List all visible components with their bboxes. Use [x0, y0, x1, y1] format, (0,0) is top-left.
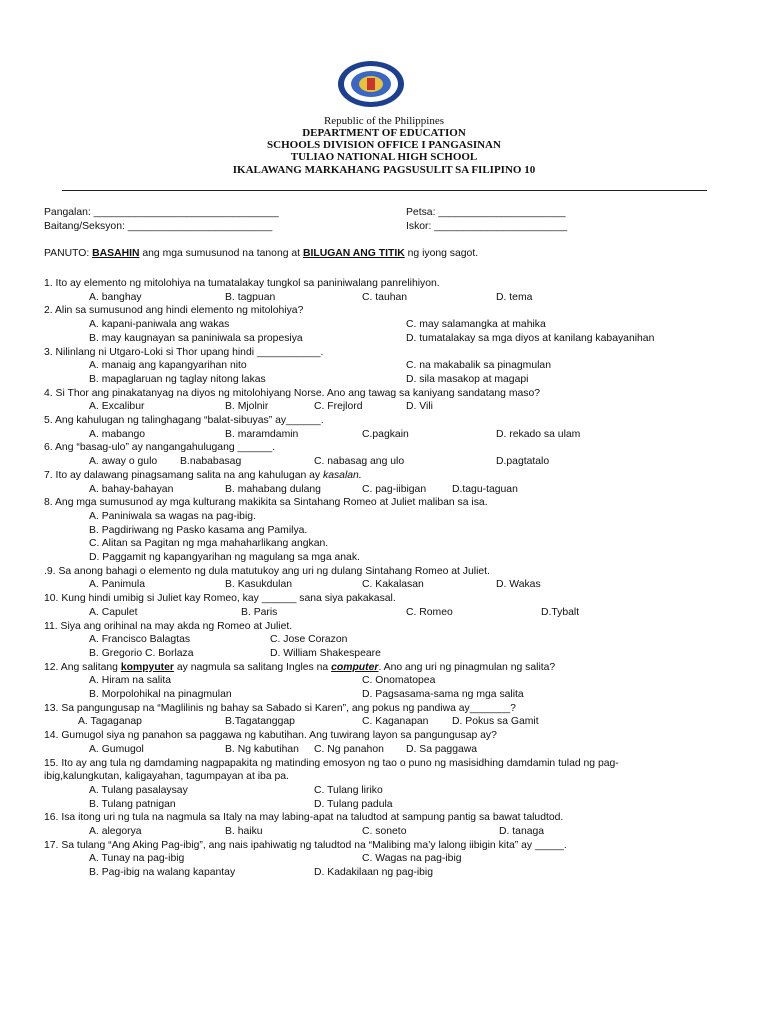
answer-choice[interactable]: A. Tagaganap: [78, 716, 142, 728]
panuto-bilugan: BILUGAN ANG TITIK: [302, 248, 405, 259]
answer-choice[interactable]: B. haiku: [225, 826, 263, 837]
question-text-part: . Ano ang uri ng pinagmulan ng salita?: [378, 661, 556, 673]
answer-choice[interactable]: B. Gregorio C. Borlaza: [89, 647, 194, 659]
school-title: TULIAO NATIONAL HIGH SCHOOL: [290, 151, 478, 163]
answer-choice[interactable]: D. Vili: [406, 401, 433, 413]
question-text-part: kompyuter: [120, 661, 174, 673]
panuto-instructions: [44, 248, 478, 260]
answer-choice[interactable]: C. may salamangka at mahika: [406, 319, 546, 331]
question-stem: 2. Alin sa sumusunod ang hindi elemento ng mitolohiya?: [44, 305, 304, 317]
question-text: [44, 305, 303, 317]
answer-choice[interactable]: C. Kakalasan: [362, 579, 424, 591]
question-stem: 4. Si Thor ang pinakatanyag na diyos ng mitolohiyang Norse. Ano ang tawag sa kaniyang sandatang maso?: [44, 387, 541, 399]
answer-choice[interactable]: C. Alitan sa Pagitan ng mga mahaharlikang angkan.: [89, 538, 329, 550]
answer-choice[interactable]: B. Tulang patnigan: [89, 798, 176, 810]
question-stem: 16. Isa itong uri ng tula na nagmula sa Italy na may labing-apat na taludtod at sampung pantig sa bawat taludtod.: [44, 812, 564, 824]
answer-choice[interactable]: D. William Shakespeare: [270, 647, 381, 659]
question-stem: 11. Siya ang orihinal na may akda ng Romeo at Juliet.: [44, 620, 293, 632]
pangalan-field[interactable]: Pangalan: ________________________________: [44, 207, 279, 218]
answer-choice[interactable]: B. may kaugnayan sa paniniwala sa propesiya: [89, 332, 303, 344]
division-title: SCHOOLS DIVISION OFFICE I PANGASINAN: [267, 139, 501, 151]
answer-choice[interactable]: A. Paniniwala sa wagas na pag-ibig.: [89, 510, 256, 522]
question-text: [44, 278, 440, 290]
answer-choice[interactable]: A. Excalibur: [89, 401, 145, 413]
answer-choice[interactable]: D. tanaga: [499, 826, 545, 837]
answer-choice[interactable]: C. Kaganapan: [362, 716, 429, 728]
answer-choice[interactable]: A. mabango: [89, 428, 146, 440]
question-text: [44, 758, 619, 770]
question-text: [44, 442, 275, 454]
answer-choice[interactable]: D. Wakas: [496, 579, 541, 591]
answer-choice[interactable]: A. Capulet: [89, 606, 138, 618]
answer-choice[interactable]: B. Ng kabutihan: [225, 743, 299, 755]
answer-choice[interactable]: A. alegorya: [89, 826, 142, 837]
answer-choice[interactable]: D. Pagsasama-sama ng mga salita: [362, 689, 524, 700]
question-text: [44, 593, 396, 605]
baitang-field[interactable]: Baitang/Seksyon: _________________________: [44, 221, 273, 232]
question-stem: 1. Ito ay elemento ng mitolohiya na tumatalakay tungkol sa paniniwalang panrelihiyon.: [44, 278, 440, 289]
deped-seal-logo: [337, 60, 405, 108]
answer-choice[interactable]: D. Tulang padula: [314, 798, 393, 810]
answer-choice[interactable]: D. sila masakop at magapi: [406, 373, 529, 385]
question-text: [44, 388, 540, 400]
answer-choice[interactable]: C. Wagas na pag-ibig: [362, 853, 462, 865]
question-stem: 7. Ito ay dalawang pinagsamang salita na ang kahulugan ay: [44, 469, 324, 481]
answer-choice[interactable]: B. Pagdiriwang ng Pasko kasama ang Pamilya.: [89, 524, 308, 536]
answer-choice[interactable]: B. tagpuan: [225, 291, 276, 303]
question-text: [44, 497, 488, 509]
answer-choice[interactable]: C. Ng panahon: [314, 743, 384, 755]
answer-choice[interactable]: C. tauhan: [362, 291, 408, 303]
answer-choice[interactable]: C. na makabalik sa pinagmulan: [406, 360, 551, 372]
question-text: [44, 840, 567, 852]
question-italic-term: kasalan.: [323, 469, 362, 481]
panuto-end: ng iyong sagot.: [404, 248, 479, 259]
answer-choice[interactable]: D. tumatalakay sa mga diyos at kanilang kabayanihan: [406, 332, 655, 344]
answer-choice[interactable]: C. pag-iibigan: [362, 483, 427, 495]
question-text: [44, 415, 324, 427]
question-text: [44, 566, 490, 578]
panuto-mid: ang mga sumusunod na tanong at: [139, 248, 303, 259]
answer-choice[interactable]: C. soneto: [362, 826, 407, 837]
answer-choice[interactable]: D. Pokus sa Gamit: [452, 716, 539, 728]
question-stem: 3. Nilinlang ni Utgaro-Loki si Thor upang hindi ___________.: [44, 346, 324, 358]
answer-choice[interactable]: D. rekado sa ulam: [496, 428, 581, 440]
answer-choice[interactable]: B. Paris: [241, 606, 278, 618]
answer-choice[interactable]: B.Tagatanggap: [225, 716, 295, 728]
answer-choice[interactable]: A. Hiram na salita: [89, 675, 171, 687]
question-text-part: ay nagmula sa salitang Ingles na: [173, 661, 332, 673]
question-text: [44, 347, 323, 359]
answer-choice[interactable]: B.nababasag: [180, 456, 242, 468]
question-stem: 15. Ito ay ang tula ng damdaming nagpapakita ng matinding emosyon ng tao o puno ng masisidhing damdamin tulad ng pag-: [44, 757, 619, 769]
answer-choice[interactable]: D. Paggamit ng kapangyarihan ng magulang sa mga anak.: [89, 552, 360, 563]
answer-choice[interactable]: C. Jose Corazon: [270, 634, 348, 646]
question-text-part: 12. Ang salitang: [44, 661, 121, 673]
republic-line: Republic of the Philippines: [323, 115, 445, 127]
iskor-field[interactable]: Iskor: _______________________: [406, 221, 568, 232]
question-stem: .9. Sa anong bahagi o elemento ng dula matutukoy ang uri ng dulang Sintahang Romeo at Juliet.: [44, 565, 490, 577]
question-text-part: computer: [331, 661, 379, 673]
answer-choice[interactable]: A. Tunay na pag-ibig: [89, 853, 185, 865]
question-stem: 6. Ang “basag-ulo” ay nangangahulugang ______.: [44, 442, 276, 454]
answer-choice[interactable]: C.pagkain: [362, 428, 409, 440]
header-divider: [62, 190, 707, 191]
answer-choice[interactable]: D. Sa paggawa: [406, 743, 478, 755]
question-stem: 17. Sa tulang “Ang Aking Pag-ibig”, ang nais ipahiwatig ng taludtod na “Malibing ma’y lalong iibigin kita” ay _____.: [44, 839, 567, 851]
answer-choice[interactable]: A. Francisco Balagtas: [89, 634, 191, 646]
answer-choice[interactable]: C. Onomatopea: [362, 675, 436, 687]
answer-choice[interactable]: A. Panimula: [89, 579, 146, 591]
answer-choice[interactable]: A. Gumugol: [89, 743, 144, 755]
question-text: [44, 470, 362, 482]
answer-choice[interactable]: C. Frejlord: [314, 401, 363, 413]
panuto-label: PANUTO:: [44, 248, 93, 259]
answer-choice[interactable]: B. Kasukdulan: [225, 579, 293, 591]
answer-choice[interactable]: D. tema: [496, 291, 533, 303]
answer-choice[interactable]: A. banghay: [89, 291, 142, 303]
answer-choice[interactable]: D.tagu-taguan: [452, 483, 518, 495]
question-stem: 13. Sa pangungusap na “Maglilinis ng bahay sa Sabado si Karen”, ang pokus ng pandiwa ay_______?: [44, 702, 516, 714]
question-text: [44, 730, 497, 742]
answer-choice[interactable]: D.Tybalt: [541, 606, 580, 618]
answer-choice[interactable]: A. manaig ang kapangyarihan nito: [89, 360, 247, 372]
answer-choice[interactable]: B. Mjolnir: [225, 401, 269, 413]
answer-choice[interactable]: B. Pag-ibig na walang kapantay: [89, 867, 236, 879]
answer-choice[interactable]: A. Tulang pasalaysay: [89, 784, 188, 796]
answer-choice[interactable]: B. Morpolohikal na pinagmulan: [89, 689, 232, 700]
question-text: [44, 662, 555, 674]
exam-title: IKALAWANG MARKAHANG PAGSUSULIT SA FILIPINO 10: [232, 164, 536, 176]
answer-choice[interactable]: A. bahay-bahayan: [89, 483, 174, 495]
question-stem: 5. Ang kahulugan ng talinghagang “balat-sibuyas” ay______.: [44, 415, 324, 426]
question-text-continued: ibig,kalungkutan, kaligayahan, tagumpayan at iba pa.: [44, 771, 289, 783]
question-stem: 14. Gumugol siya ng panahon sa paggawa ng kabutihan. Ang tuwirang layon sa pangungusap ay?: [44, 730, 497, 742]
answer-choice[interactable]: B. mahabang dulang: [225, 483, 321, 495]
answer-choice[interactable]: D. Kadakilaan ng pag-ibig: [314, 867, 433, 879]
answer-choice[interactable]: B. mapaglaruan ng taglay nitong lakas: [89, 373, 266, 385]
question-stem: 8. Ang mga sumusunod ay mga kulturang makikita sa Sintahang Romeo at Juliet maliban sa isa.: [44, 497, 488, 509]
question-text: [44, 621, 292, 633]
question-text: [44, 703, 516, 715]
petsa-field[interactable]: Petsa: ______________________: [406, 207, 566, 218]
question-stem: 10. Kung hindi umibig si Juliet kay Romeo, kay ______ sana siya pakakasal.: [44, 593, 396, 605]
answer-choice[interactable]: D.pagtatalo: [496, 456, 550, 468]
answer-choice[interactable]: A. away o gulo: [89, 456, 158, 468]
panuto-basahin: BASAHIN: [92, 248, 140, 259]
question-text: [44, 812, 563, 824]
answer-choice[interactable]: A. kapani-paniwala ang wakas: [89, 319, 230, 331]
answer-choice[interactable]: C. Tulang liriko: [314, 784, 383, 796]
department-title: DEPARTMENT OF EDUCATION: [302, 127, 466, 139]
answer-choice[interactable]: B. maramdamin: [225, 428, 299, 440]
answer-choice[interactable]: C. nabasag ang ulo: [314, 456, 405, 468]
answer-choice[interactable]: C. Romeo: [406, 606, 453, 618]
